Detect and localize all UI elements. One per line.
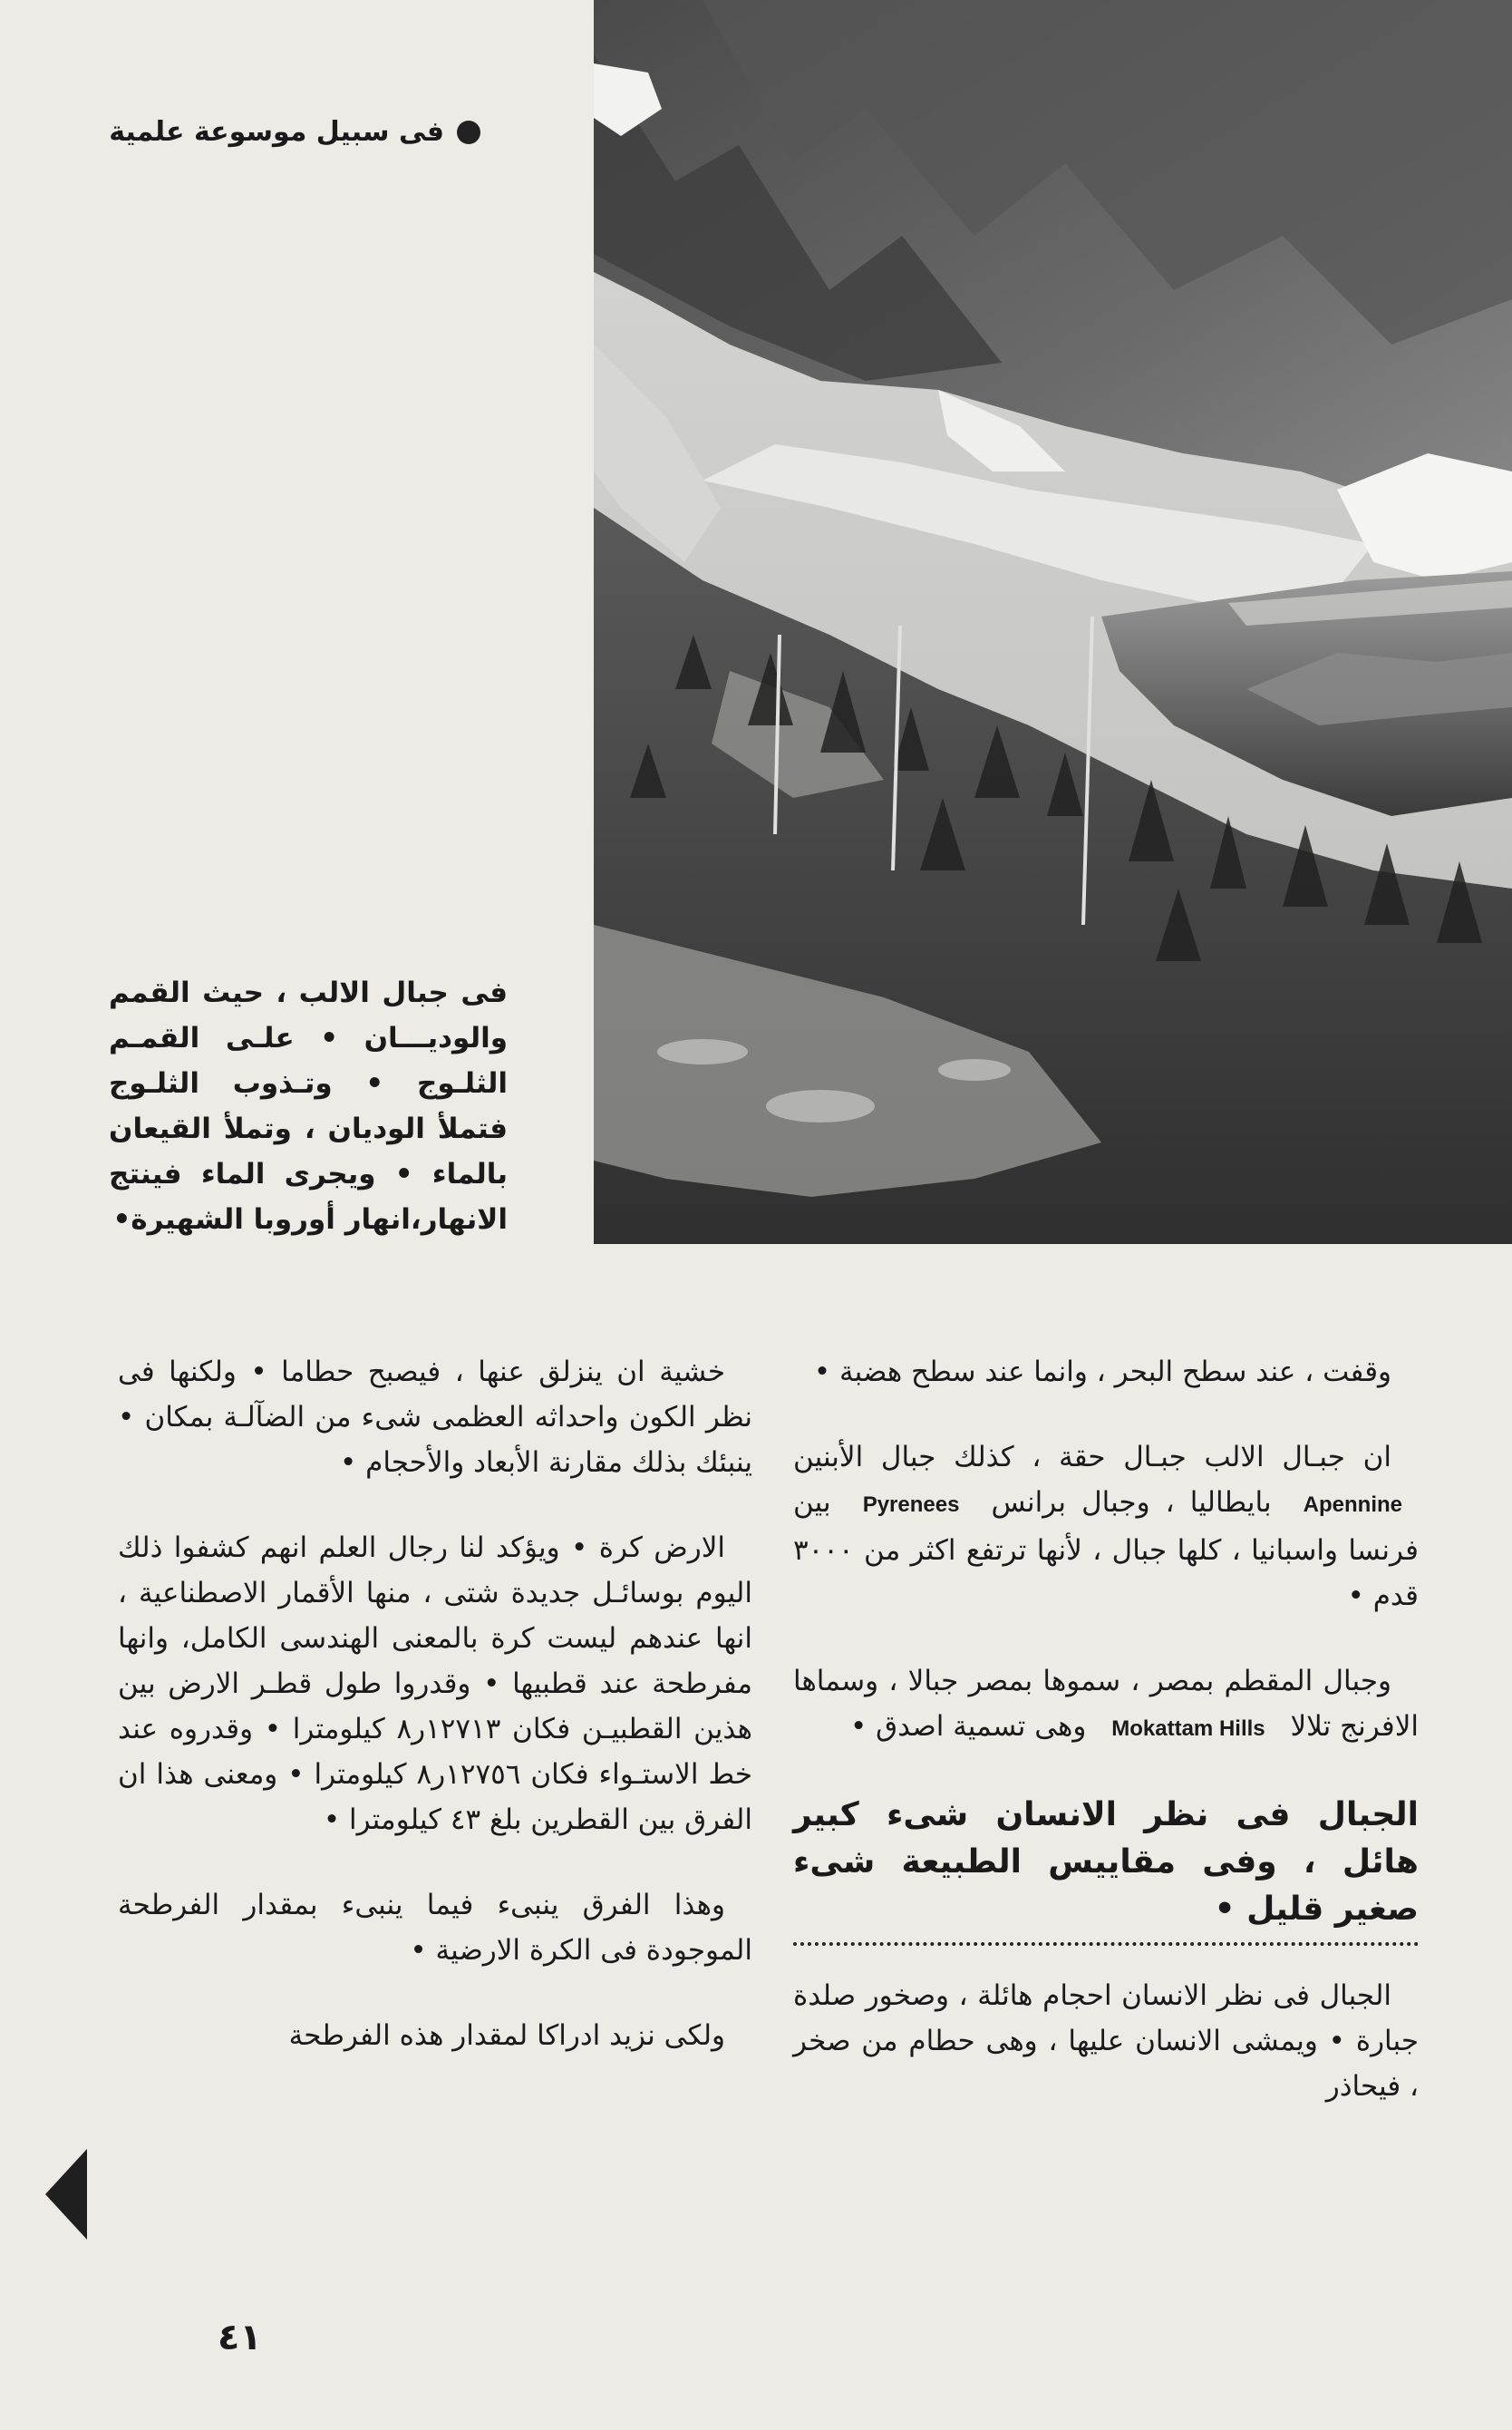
- left-column: [118, 1349, 752, 2098]
- paragraph: [793, 1658, 1419, 1752]
- mountain-photo: [594, 0, 1512, 1244]
- paragraph: خشية ان ينزلق عنها ، فيصبح حطاما • ولكنها فى نظر الكون واحداثه العظمى شىء من الضآلـة بمكان • ينبئك بذلك مقارنة الأبعاد والأحجام •: [118, 1356, 752, 1479]
- paragraph: وقفت ، عند سطح البحر ، وانما عند سطح هضبة •: [813, 1356, 1391, 1388]
- right-column: [793, 1349, 1419, 2149]
- paragraph-text: وجبال المقطم بمصر ، سموها بمصر جبالا ، وسماها الافرنج تلالا: [793, 1665, 1419, 1743]
- paragraph: [793, 1434, 1419, 1618]
- paragraph: وهذا الفرق ينبىء فيما ينبىء بمقدار الفرطحة الموجودة فى الكرة الارضية •: [118, 1889, 752, 1967]
- paragraph-text: بايطاليا ، وجبال برانس: [991, 1486, 1272, 1519]
- series-header: [100, 116, 480, 148]
- series-title: فى سبيل موسوعة علمية: [109, 116, 444, 148]
- triangle-left-icon[interactable]: [45, 2149, 87, 2240]
- latin-term: Pyrenees: [862, 1492, 960, 1517]
- bullet-icon: [457, 121, 480, 144]
- paragraph: الجبال فى نظر الانسان احجام هائلة ، وصخور صلدة جبارة • ويمشى الانسان عليها ، وهى حطام من صخر ، فيحاذر: [793, 1979, 1420, 2103]
- photo-caption: فى جبال الالب ، حيث القمم والوديـــان • علـى القمـم الثلـوج • وتـذوب الثلـوج فتملأ الوديان ، وتملأ القيعان بالماء • ويجرى الماء فينتج الانهار،انهار أوروبا الشهيرة•: [109, 977, 508, 1236]
- paragraph-text: بين فرنسا واسبانيا ، كلها جبال ، لأنها ترتفع اكثر من ٣٠٠٠ قدم •: [793, 1486, 1419, 1612]
- section-subheading: الجبال فى نظر الانسان شىء كبير هائل ، وفى مقاييس الطبيعة شىء صغير قليل •: [793, 1792, 1419, 1946]
- paragraph: الارض كرة • ويؤكد لنا رجال العلم انهم كشفوا ذلك اليوم بوسائـل جديدة شتى ، منها الأقمار الاصطناعية ، انها عندهم ليست كرة بالمعنى الهندسى الكامل، وانها مفرطحة عند قطبيها • وقدروا طول قطـر الارض بين هذين القطبيـن فكان ١٢٧١٣ر٨ كيلومترا • وقدروه عند خط الاستـواء فكان ١٢٧٥٦ر٨ كيلومترا • ومعنى هذا ان الفرق بين القطرين بلغ ٤٣ كيلومترا •: [118, 1531, 752, 1836]
- paragraph-text: ان جبـال الالب جبـال حقة ، كذلك جبال الأبنين: [793, 1441, 1391, 1473]
- page-number: ٤١: [218, 2317, 262, 2358]
- latin-term: Mokattam Hills: [1111, 1716, 1265, 1741]
- mountain-landscape-image: [594, 0, 1512, 1244]
- latin-term: Apennine: [1303, 1492, 1403, 1517]
- paragraph-text: وهى تسمية اصدق •: [849, 1710, 1087, 1743]
- paragraph: ولكى نزيد ادراكا لمقدار هذه الفرطحة: [288, 2019, 725, 2052]
